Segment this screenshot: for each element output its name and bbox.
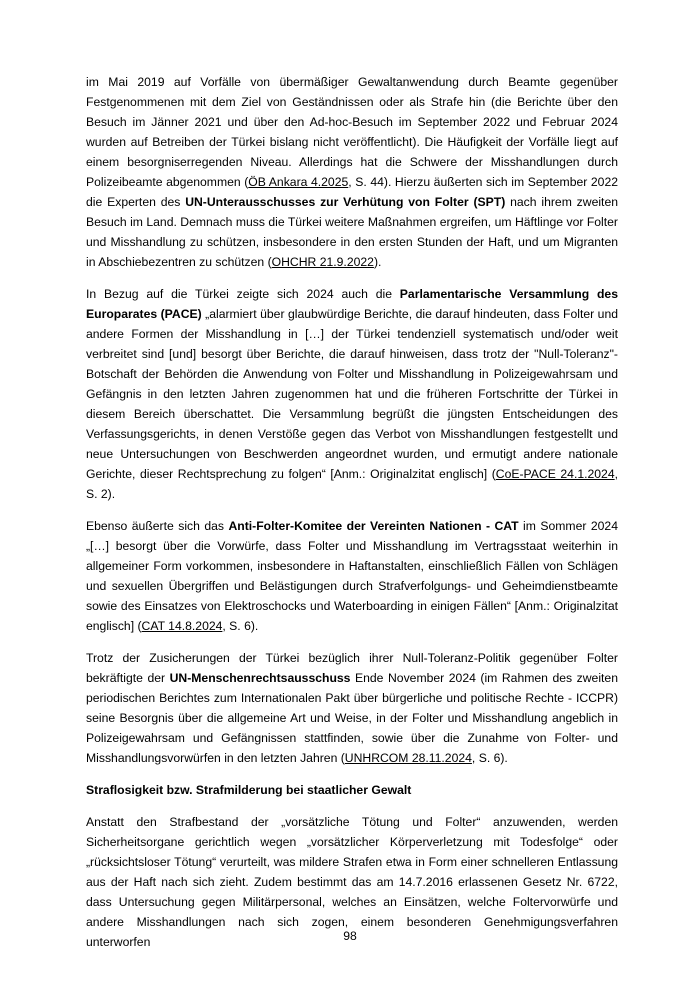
page-number: 98 bbox=[343, 929, 357, 943]
paragraph bbox=[86, 284, 618, 504]
section-heading bbox=[86, 780, 618, 800]
source-link[interactable]: ÖB Ankara 4.2025 bbox=[248, 175, 349, 189]
text-run: ). bbox=[373, 255, 382, 269]
text-run: , S. 6). bbox=[222, 619, 259, 633]
text-run: Anstatt den Strafbestand der „vorsätzliche Tötung und Folter“ anzuwenden, werden Sicherheitsorgane gerichtlich wegen „vorsätzlicher Körperverletzung mit Todesfolge“ oder „rücksichtsloser Tötung“ verurteilt, was mildere Strafen etwa in Form einer schnelleren Entlassung aus der Haft nach sich zieht. Zudem bestimmt das am 14.7.2016 erlassenen Gesetz Nr. 6722, dass Untersuchung gegen Militärpersonal, welches an Einsätzen, welche Foltervorwürfe und andere Misshandlungen nach sich zogen, einem besonderen Genehmigungsverfahren unterworfen bbox=[86, 815, 618, 949]
text-run: nach ihrem zweiten Besuch im Land. Demnach muss die Türkei weitere Maßnahmen ergreifen, um Häftlinge vor Folter und Misshandlung zu schützen, insbesondere in den ersten Stunden der Haft, und um Migranten in Abschiebezentren zu schützen ( bbox=[86, 195, 618, 269]
bold-text: Parlamentarische Versammlung des Europarates (PACE) bbox=[86, 287, 618, 321]
source-link[interactable]: OHCHR 21.9.2022 bbox=[271, 255, 374, 269]
paragraph bbox=[86, 648, 618, 768]
paragraph bbox=[86, 72, 618, 272]
text-run: „alarmiert über glaubwürdige Berichte, die darauf hindeuten, dass Folter und andere Formen der Misshandlung in […] der Türkei tendenziell systematisch und/oder weit verbreitet sind [und] besorgt über Berichte, die darauf hinweisen, dass trotz der "Null-Toleranz"-Botschaft der Behörden die Anwendung von Folter und Misshandlung in Polizeigewahrsam und Gefängnis in den letzten Jahren zugenommen hat und die früheren Fortschritte der Türkei in diesem Bereich überschattet. Die Versammlung begrüßt die jüngsten Entscheidungen des Verfassungsgerichts, in denen Verstöße gegen das Verbot von Misshandlungen festgestellt und neue Untersuchungen von Beschwerden angeordnet wurden, und ermutigt andere nationale Gerichte, dieser Rechtsprechung zu folgen“ [Anm.: Originalzitat englisch] ( bbox=[86, 307, 619, 481]
bold-text: Anti-Folter-Komitee der Vereinten Nationen - CAT bbox=[228, 519, 519, 533]
paragraph bbox=[86, 516, 618, 636]
text-run: Ende November 2024 (im Rahmen des zweiten periodischen Berichtes zum Internationalen Pakt über bürgerliche und politische Rechte - ICCPR) seine Besorgnis über die allgemeine Art und Weise, in der Folter und Misshandlung angeblich in Polizeigewahrsam und Gefängnissen stattfinden, sowie über die Zunahme von Folter- und Misshandlungsvorwürfen in den letzten Jahren ( bbox=[86, 671, 618, 765]
bold-text: UN-Menschenrechtsausschuss bbox=[169, 671, 351, 685]
text-run: , S. 6). bbox=[471, 751, 508, 765]
bold-text: UN-Unterausschusses zur Verhütung von Folter (SPT) bbox=[185, 195, 506, 209]
page-footer bbox=[0, 926, 700, 946]
text-run: im Mai 2019 auf Vorfälle von übermäßiger Gewaltanwendung durch Beamte gegenüber Festgenommenen mit dem Ziel von Geständnissen oder als Strafe hin (die Berichte über den Besuch im Jänner 2021 und über den Ad-hoc-Besuch im September 2022 und Februar 2024 wurden auf Betreiben der Türkei bislang nicht veröffentlicht). Die Häufigkeit der Vorfälle liegt auf einem besorgniserregenden Niveau. Allerdings hat die Schwere der Misshandlungen durch Polizeibeamte abgenommen ( bbox=[86, 75, 618, 189]
document-body bbox=[86, 72, 618, 964]
text-run: , S. 2). bbox=[86, 467, 619, 501]
text-run: im Sommer 2024 „[…] besorgt über die Vorwürfe, dass Folter und Misshandlung im Vertragsstaat weiterhin in allgemeiner Form vorkommen, insbesondere in Haftanstalten, einschließlich Fällen von Schlägen und sexuellen Übergriffen und Belästigungen durch Strafverfolgungs- und Geheimdienstbeamte sowie des Einsatzes von Elektroschocks und Waterboarding in einigen Fällen“ [Anm.: Originalzitat englisch] ( bbox=[86, 519, 618, 633]
text-run: In Bezug auf die Türkei zeigte sich 2024 auch die bbox=[86, 287, 400, 301]
text-run: Straflosigkeit bzw. Strafmilderung bei staatlicher Gewalt bbox=[86, 783, 412, 797]
text-run: , S. 44). Hierzu äußerten sich im September 2022 die Experten des bbox=[86, 175, 619, 209]
source-link[interactable]: CoE-PACE 24.1.2024 bbox=[495, 467, 615, 481]
text-run: Trotz der Zusicherungen der Türkei bezüglich ihrer Null-Toleranz-Politik gegenüber Folter bekräftigte der bbox=[86, 651, 618, 685]
text-run: Ebenso äußerte sich das bbox=[86, 519, 229, 533]
source-link[interactable]: CAT 14.8.2024 bbox=[141, 619, 223, 633]
source-link[interactable]: UNHRCOM 28.11.2024 bbox=[344, 751, 472, 765]
